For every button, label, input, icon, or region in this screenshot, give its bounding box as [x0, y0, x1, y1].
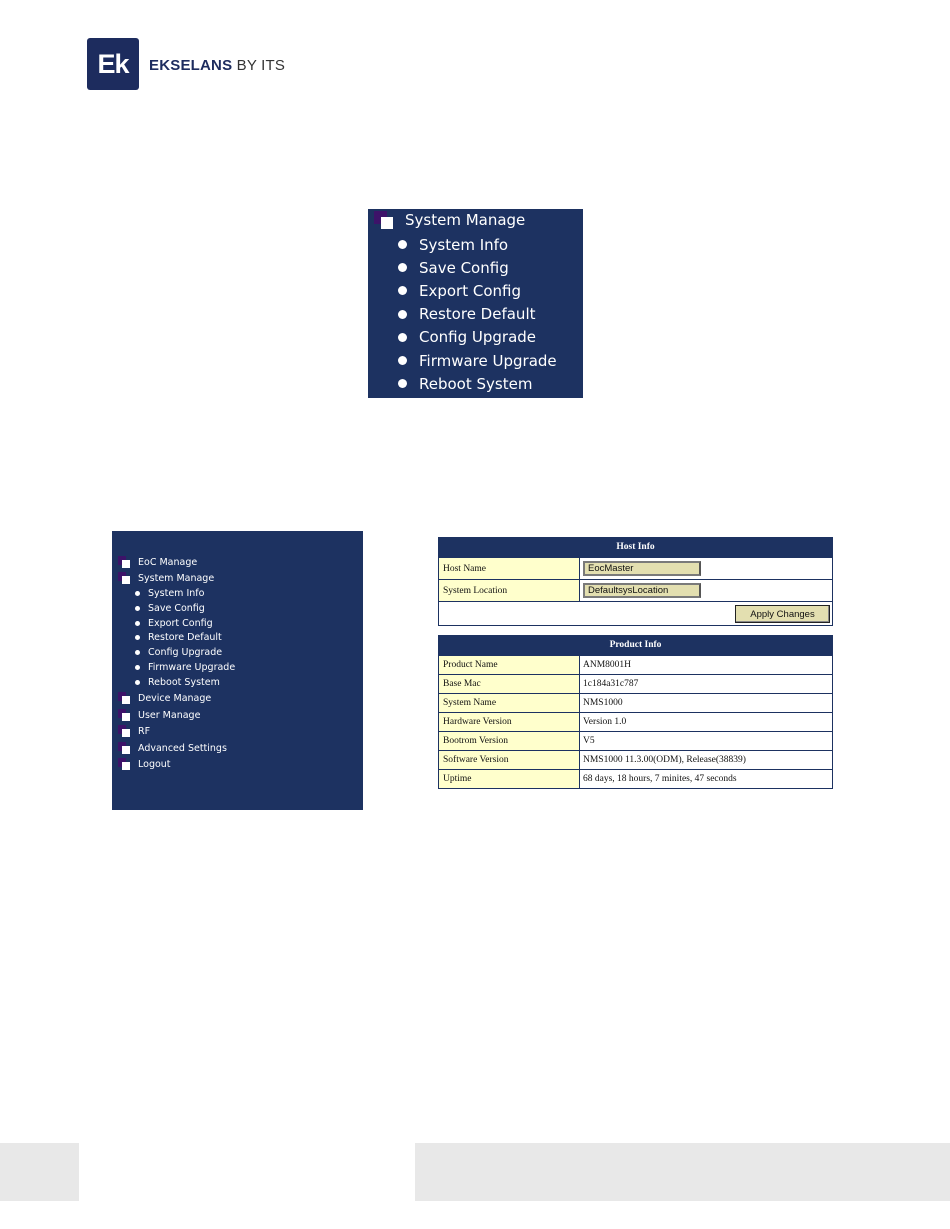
brand-name-bold: EKSELANS [149, 57, 233, 74]
sidebar-subitem-label: System Info [148, 588, 205, 599]
bullet-icon [398, 240, 407, 249]
brand-name-thin: BY ITS [236, 57, 286, 74]
sidebar-subitem-label: Restore Default [148, 632, 222, 644]
row-value: 68 days, 18 hours, 7 minites, 47 seconds [583, 774, 737, 784]
folder-icon [118, 709, 132, 722]
sidebar-subitem-reboot-system[interactable] [135, 677, 220, 688]
bullet-icon [135, 680, 140, 685]
menu-item-reboot-system[interactable] [398, 372, 557, 395]
bullet-icon [398, 310, 407, 319]
bullet-icon [398, 379, 407, 388]
menu-item-label: Firmware Upgrade [419, 351, 557, 370]
menu-item-save-config[interactable] [398, 256, 557, 279]
sidebar-item-label: Logout [138, 759, 171, 770]
system-location-row [439, 579, 832, 601]
sidebar-item-label: Device Manage [138, 693, 212, 704]
sidebar-item-device-manage[interactable] [118, 692, 211, 705]
bullet-icon [398, 333, 407, 342]
menu-item-export-config[interactable] [398, 279, 557, 302]
sidebar-subitem-save-config[interactable] [135, 603, 205, 614]
menu-item-label: Config Upgrade [419, 328, 537, 347]
system-location-label: System Location [439, 580, 580, 601]
sidebar-item-advanced-settings[interactable] [118, 742, 227, 755]
table-row [439, 712, 832, 731]
bullet-icon [398, 286, 407, 295]
sidebar-item-label: System Manage [138, 573, 215, 584]
folder-icon [118, 742, 132, 755]
apply-row [439, 601, 832, 625]
menu-item-restore-default[interactable] [398, 303, 557, 326]
footer-bar-left [0, 1143, 79, 1201]
row-label: Software Version [439, 751, 580, 769]
table-row [439, 750, 832, 769]
row-value: NMS1000 [583, 698, 623, 708]
system-manage-submenu [398, 233, 557, 395]
bullet-icon [398, 356, 407, 365]
host-info-title: Host Info [439, 538, 832, 557]
menu-item-label: Restore Default [419, 305, 536, 324]
sidebar-item-eoc-manage[interactable] [118, 556, 197, 569]
row-value: ANM8001H [583, 660, 632, 670]
sidebar-item-logout[interactable] [118, 758, 171, 771]
product-info-title: Product Info [439, 636, 832, 655]
footer-bar-right [415, 1143, 950, 1201]
sidebar-item-label: EoC Manage [138, 557, 198, 568]
system-location-input[interactable]: DefaultsysLocation [583, 583, 701, 598]
row-value: Version 1.0 [583, 717, 627, 727]
sidebar-subitem-export-config[interactable] [135, 618, 213, 629]
folder-icon [118, 758, 132, 771]
row-value: NMS1000 11.3.00(ODM), Release(38839) [583, 755, 746, 765]
folder-icon [118, 725, 132, 738]
bullet-icon [135, 621, 140, 626]
folder-icon [118, 556, 132, 569]
sidebar-subitem-label: Config Upgrade [148, 647, 223, 659]
row-label: Product Name [439, 656, 580, 674]
sidebar-item-system-manage[interactable] [118, 572, 214, 585]
row-label: Hardware Version [439, 713, 580, 731]
folder-icon [118, 692, 132, 705]
sidebar-item-rf[interactable] [118, 725, 150, 738]
menu-item-label: Reboot System [419, 374, 533, 393]
menu-item-label: Export Config [419, 281, 521, 300]
menu-header-label: System Manage [405, 211, 526, 229]
sidebar-subitem-system-info[interactable] [135, 588, 204, 599]
row-label: Base Mac [439, 675, 580, 693]
sidebar-item-user-manage[interactable] [118, 709, 200, 722]
sidebar-subitem-firmware-upgrade[interactable] [135, 662, 235, 673]
menu-header-system-manage[interactable] [374, 211, 525, 229]
menu-item-label: Save Config [419, 258, 509, 277]
host-name-row [439, 557, 832, 579]
brand-logo-name [149, 57, 285, 74]
sidebar-item-label: User Manage [138, 709, 201, 721]
row-label: Bootrom Version [439, 732, 580, 750]
bullet-icon [398, 263, 407, 272]
table-row [439, 769, 832, 788]
system-manage-menu-zoom [368, 209, 583, 398]
host-name-input[interactable]: EocMaster [583, 561, 701, 576]
bullet-icon [135, 591, 140, 596]
folder-icon [374, 211, 396, 229]
apply-changes-button[interactable]: Apply Changes [735, 605, 830, 623]
sidebar-subitem-config-upgrade[interactable] [135, 647, 222, 658]
menu-item-label: System Info [419, 235, 509, 254]
table-row [439, 674, 832, 693]
bullet-icon [135, 665, 140, 670]
sidebar-menu [112, 531, 363, 810]
menu-item-firmware-upgrade[interactable] [398, 349, 557, 372]
sidebar-subitem-label: Firmware Upgrade [148, 662, 236, 673]
product-info-panel [438, 635, 833, 789]
row-label: System Name [439, 694, 580, 712]
row-label: Uptime [439, 770, 580, 788]
sidebar-subitem-label: Export Config [148, 617, 213, 629]
folder-icon [118, 572, 132, 585]
bullet-icon [135, 606, 140, 611]
table-row [439, 731, 832, 750]
sidebar-subitem-label: Save Config [148, 602, 205, 614]
host-info-panel [438, 537, 833, 626]
bullet-icon [135, 650, 140, 655]
bullet-icon [135, 635, 140, 640]
sidebar-item-label: Advanced Settings [138, 742, 227, 754]
sidebar-subitem-restore-default[interactable] [135, 632, 222, 643]
brand-logo-mark: Ek [87, 38, 139, 90]
sidebar-item-label: RF [138, 726, 151, 737]
row-value: 1c184a31c787 [583, 679, 639, 689]
menu-item-config-upgrade[interactable] [398, 326, 557, 349]
row-value: V5 [583, 736, 595, 746]
sidebar-subitem-label: Reboot System [148, 676, 220, 688]
table-row [439, 693, 832, 712]
menu-item-system-info[interactable] [398, 233, 557, 256]
host-name-label: Host Name [439, 558, 580, 579]
table-row [439, 655, 832, 674]
